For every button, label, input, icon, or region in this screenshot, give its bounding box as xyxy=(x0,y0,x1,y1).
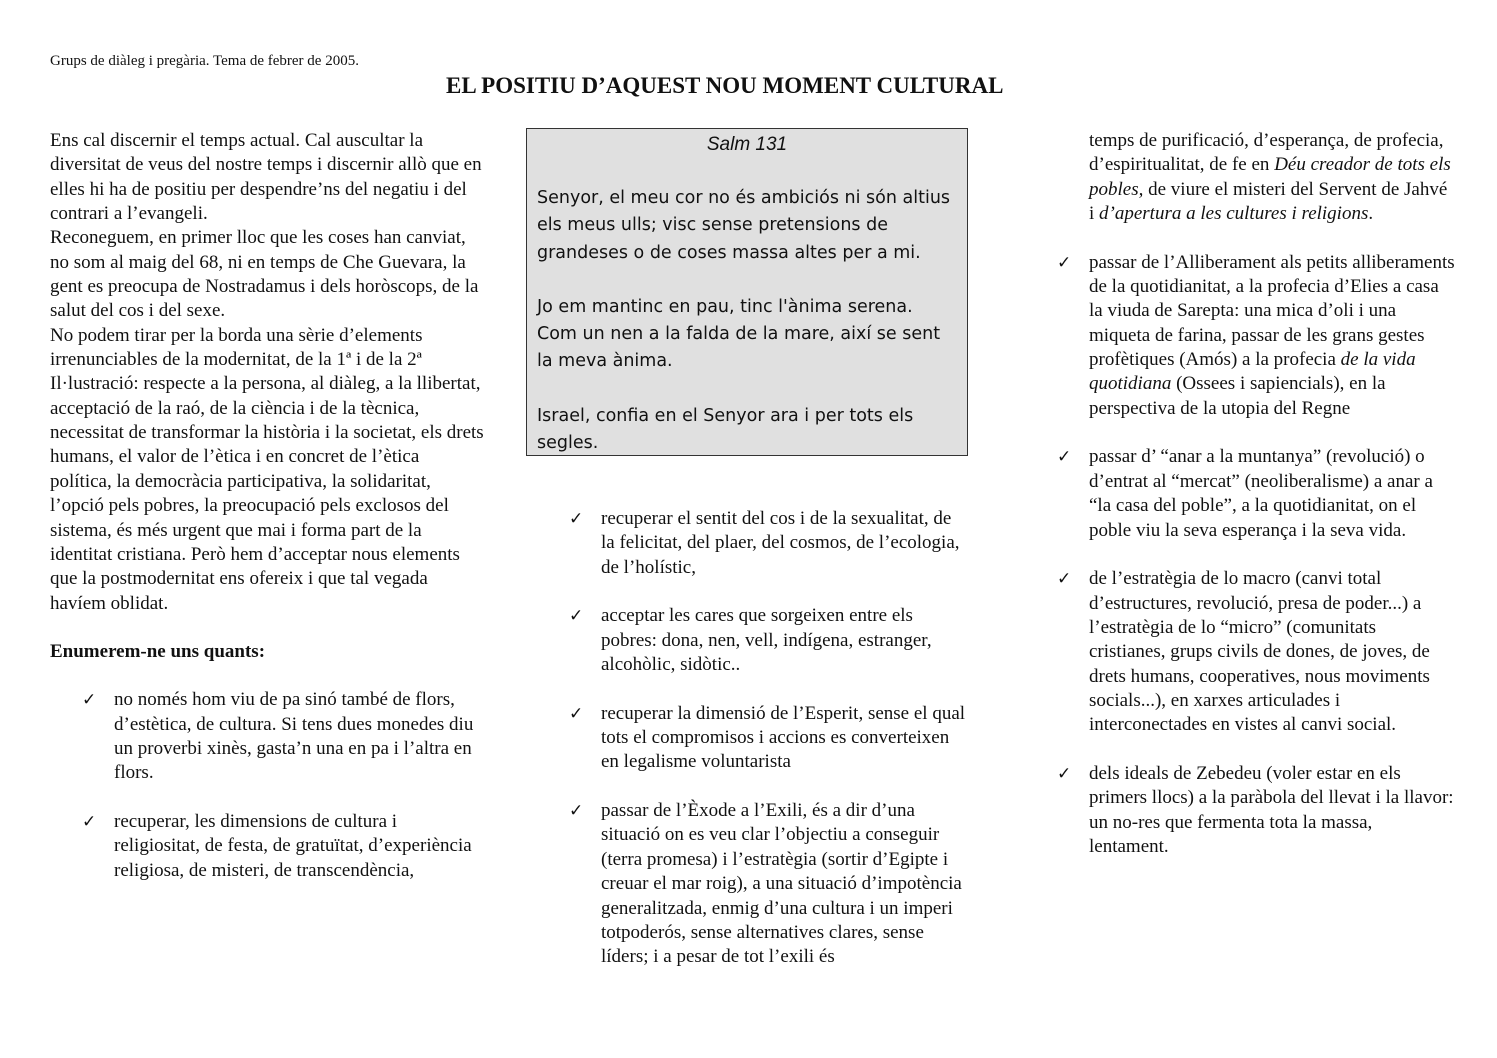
list-item xyxy=(567,799,967,969)
list-item xyxy=(567,702,967,775)
list-item xyxy=(567,604,967,677)
list-item-text xyxy=(1089,252,1455,419)
checkmark-icon: ✓ xyxy=(1057,252,1072,273)
list-item-text: recuperar el sentit del cos i de la sexualitat, de la felicitat, del plaer, del cosmos, de l’ecologia, de l’holístic, xyxy=(601,508,960,578)
list-item xyxy=(80,688,485,785)
text-run: passar de l’Alliberament als petits alliberaments de la quotidianitat, a la profecia d’Elies a casa la viuda de Sarepta: una mica d’oli i una miqueta de farina, passar de les grans gestes profètiques (Amós) a la profecia xyxy=(1089,251,1455,371)
context-paragraph: Reconeguem, en primer lloc que les coses han canviat, no som al maig del 68, ni en temps de Che Guevara, la gent es preocupa de Nostradamus i dels horòscops, de la salut del cos i del sexe. xyxy=(50,227,479,322)
psalm-verse: Jo em mantinc en pau, tinc l'ànima serena. Com un nen a la falda de la mare, així se sent la meva ànima. xyxy=(537,297,941,372)
right-column xyxy=(1055,129,1455,884)
document-subtitle: Grups de diàleg i pregària. Tema de febrer de 2005. xyxy=(50,53,359,69)
italic-text-run: de la vida quotidiana xyxy=(1089,349,1416,395)
middle-column xyxy=(567,507,967,994)
psalm-box xyxy=(526,128,968,456)
list-item xyxy=(1055,251,1455,421)
list-item xyxy=(1055,445,1455,542)
checklist-left xyxy=(80,688,485,883)
checkmark-icon: ✓ xyxy=(1057,569,1072,590)
checklist-right xyxy=(1055,251,1455,860)
document-title: EL POSITIU D’AQUEST NOU MOMENT CULTURAL xyxy=(446,73,1004,98)
checkmark-icon: ✓ xyxy=(569,703,584,724)
list-item xyxy=(80,810,485,883)
italic-text-run: Déu creador de tots els pobles, xyxy=(1089,154,1451,200)
list-subheading: Enumerem-ne uns quants: xyxy=(50,640,266,662)
list-item xyxy=(1055,762,1455,859)
psalm-title: Salm 131 xyxy=(706,134,788,155)
list-item-text: recuperar, les dimensions de cultura i religiositat, de festa, de gratuïtat, d’experiència religiosa, de misteri, de transcendència, xyxy=(114,810,472,881)
left-column xyxy=(50,129,485,907)
list-item-text: dels ideals de Zebedeu (voler estar en els primers llocs) a la paràbola del llevat i la llavor: un no-res que fermenta tota la massa, lentament. xyxy=(1089,762,1454,857)
checkmark-icon: ✓ xyxy=(82,690,97,711)
list-item-text: passar de l’Èxode a l’Exili, és a dir d’una situació on es veu clar l’objectiu a conseguir (terra promesa) i l’estratègia (sortir d’Egipte i creuar el mar roig), a una situació d’impotència generalitzada, enmig d’una cultura i un imperi totpoderós, sense alternatives clares, sense líders; i a pesar de tot l’exili és xyxy=(601,800,962,968)
checklist-middle xyxy=(567,507,967,970)
text-run: . xyxy=(1368,203,1374,225)
list-item-text: recuperar la dimensió de l’Esperit, sense el qual tots el compromisos i accions es converteixen en legalisme voluntarista xyxy=(601,702,966,773)
italic-text-run: d’apertura a les cultures i religions xyxy=(1099,203,1369,225)
psalm-verse: Senyor, el meu cor no és ambiciós ni són altius els meus ulls; visc sense pretensions de grandeses o de coses massa altes per a mi. xyxy=(537,188,951,263)
list-item-text: de l’estratègia de lo macro (canvi total d’estructures, revolució, presa de poder...) a l’estratègia de lo “micro” (comunitats cristianes, grups civils de dones, de joves, de drets humans, cooperatives, nous moviments socials...), en xarxes articulades i interconectades en vistes al canvi social. xyxy=(1089,568,1430,736)
list-item xyxy=(1055,567,1455,737)
intro-paragraph: Ens cal discernir el temps actual. Cal auscultar la diversitat de veus del nostre temps i discernir allò que en elles hi ha de positiu per despendre’ns del negatiu i del contrari a l’evangeli. xyxy=(50,130,482,225)
psalm-verse: Israel, confia en el Senyor ara i per tots els segles. xyxy=(537,405,914,453)
text-run: temps de purificació, d’esperança, de profecia, d’espiritualitat, de fe en xyxy=(1089,130,1444,176)
text-run: de viure el misteri del Servent de Jahvé i xyxy=(1089,178,1448,225)
list-item-text: acceptar les cares que sorgeixen entre els pobres: dona, nen, vell, indígena, estranger, alcohòlic, sidòtic.. xyxy=(601,605,932,676)
list-item xyxy=(567,507,967,580)
list-item-text: passar d’ “anar a la muntanya” (revolució) o d’entrat al “mercat” (neoliberalisme) a anar a “la casa del poble”, a la quotidianitat, on el poble viu la seva esperança i la seva vida. xyxy=(1089,446,1433,541)
list-item-continuation xyxy=(1055,129,1455,226)
modernity-paragraph: No podem tirar per la borda una sèrie d’elements irrenunciables de la modernitat, de la 1ª i de la 2ª Il·lustració: respecte a la persona, al diàleg, a la llibertat, acceptació de la raó, de la ciència i de la tècnica, necessitat de transformar la història i la societat, els drets humans, el valor de l’ètica i en concret de l’ètica política, la democràcia participativa, la solidaritat, l’opció pels pobres, la preocupació pels exclosos del sistema, és més urgent que mai i forma part de la identitat cristiana. Però hem d’acceptar nous elements que la postmodernitat ens ofereix i que tal vegada havíem oblidat. xyxy=(50,324,484,614)
checkmark-icon: ✓ xyxy=(1057,763,1072,784)
text-run: (Ossees i sapiencials), en la perspectiva de la utopia del Regne xyxy=(1089,373,1386,419)
checkmark-icon: ✓ xyxy=(569,801,584,822)
checkmark-icon: ✓ xyxy=(1057,447,1072,468)
list-item-text: no només hom viu de pa sinó també de flors, d’estètica, de cultura. Si tens dues monedes diu un proverbi xinès, gasta’n una en pa i l’altra en flors. xyxy=(114,689,474,784)
checkmark-icon: ✓ xyxy=(82,811,97,832)
checkmark-icon: ✓ xyxy=(569,509,584,529)
checkmark-icon: ✓ xyxy=(569,606,584,627)
